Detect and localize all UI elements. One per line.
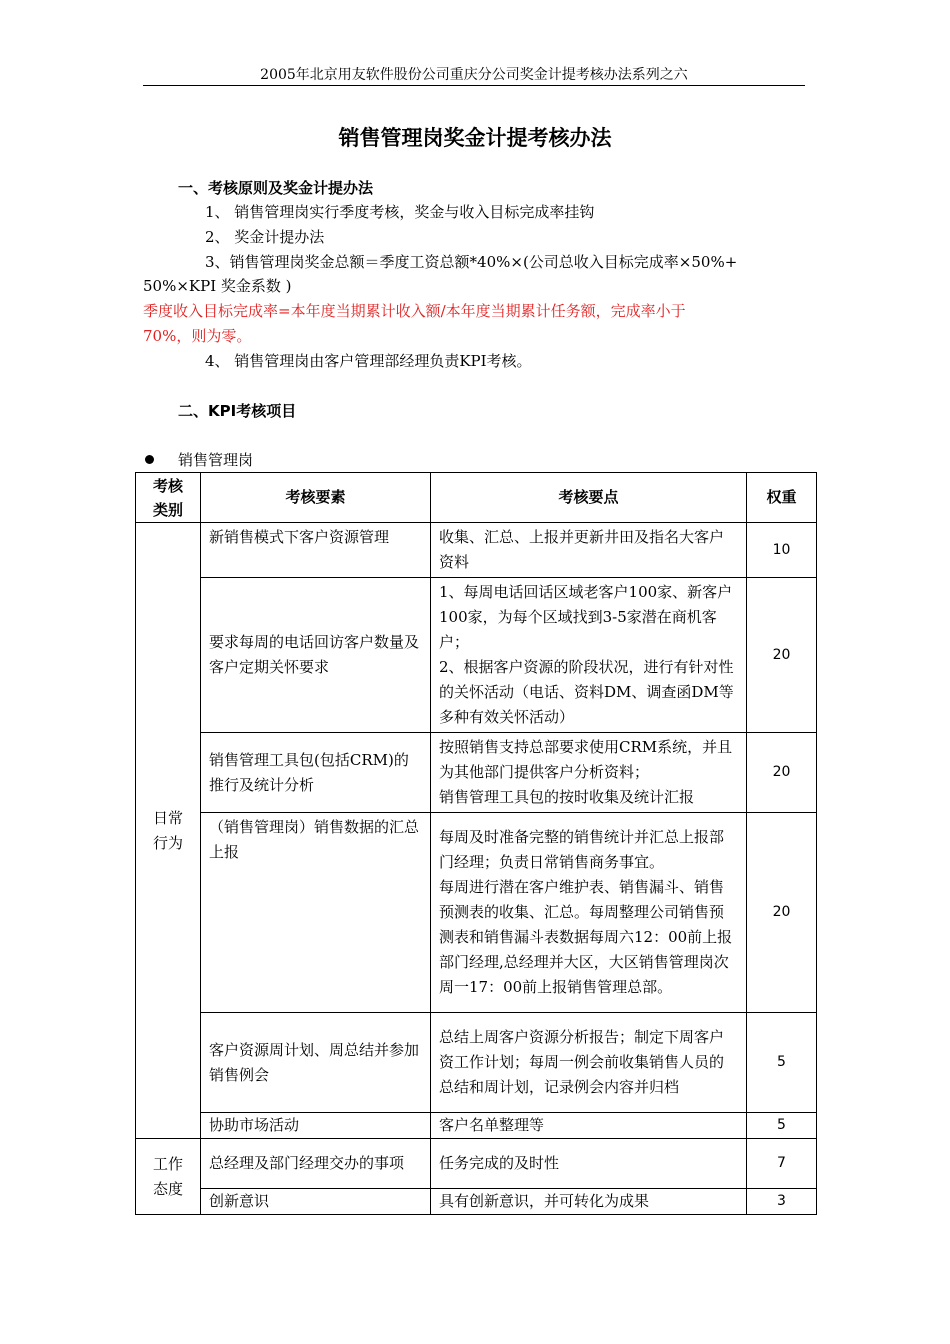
weight-cell: 20 [747,578,817,733]
category-cell: 日常行为 [136,523,201,1139]
section1-item2: 2、 奖金计提办法 [205,228,325,246]
element-cell: 创新意识 [201,1189,431,1215]
table-row [136,523,817,578]
weight-cell: 20 [747,733,817,813]
header-rule [143,85,805,86]
header-weight: 权重 [747,473,817,523]
page-header: 2005年北京用友软件股份公司重庆分公司奖金计提考核办法系列之六 [260,67,688,83]
weight-cell: 7 [747,1139,817,1189]
header-point: 考核要点 [431,473,747,523]
point-cell: 具有创新意识，并可转化为成果 [431,1189,747,1215]
point-cell [431,578,747,733]
document-title: 销售管理岗奖金计提考核办法 [338,126,612,150]
element-cell: 客户资源周计划、周总结并参加销售例会 [201,1013,431,1113]
point-line: 1、每周电话回话区域老客户100家、新客户100家，为每个区域找到3-5家潜在商机客户； [439,583,733,651]
point-cell: 收集、汇总、上报并更新井田及指名大客户资料 [431,523,747,578]
table-row [136,1189,817,1215]
section1-heading: 一、考核原则及奖金计提办法 [178,179,374,197]
table-row [136,733,817,813]
section1-item4: 4、 销售管理岗由客户管理部经理负责KPI考核。 [205,352,532,370]
point-cell: 任务完成的及时性 [431,1139,747,1189]
weight-cell: 3 [747,1189,817,1215]
weight-cell: 20 [747,813,817,1013]
element-cell: （销售管理岗）销售数据的汇总上报 [201,813,431,1013]
point-line: 2、根据客户资源的阶段状况，进行有针对性的关怀活动（电话、资料DM、调查函DM等多种有效关怀活动） [439,658,734,726]
element-cell: 新销售模式下客户资源管理 [201,523,431,578]
section1-item3-line1: 3、销售管理岗奖金总额＝季度工资总额*40%×(公司总收入目标完成率×50%+ [205,253,738,271]
header-element: 考核要素 [201,473,431,523]
point-line: 按照销售支持总部要求使用CRM系统，并且为其他部门提供客户分析资料； [439,738,733,781]
section1-item1: 1、 销售管理岗实行季度考核，奖金与收入目标完成率挂钩 [205,203,595,221]
completion-rate-note-line2: 70%，则为零。 [143,327,252,345]
point-cell [431,813,747,1013]
element-cell: 要求每周的电话回访客户数量及客户定期关怀要求 [201,578,431,733]
element-cell: 销售管理工具包(包括CRM)的推行及统计分析 [201,733,431,813]
point-cell: 总结上周客户资源分析报告；制定下周客户资工作计划；每周一例会前收集销售人员的总结和周计划，记录例会内容并归档 [431,1013,747,1113]
table-header-row [136,473,817,523]
point-line: 销售管理工具包的按时收集及统计汇报 [439,788,695,806]
table-row [136,1013,817,1113]
weight-cell: 5 [747,1013,817,1113]
kpi-table [135,472,817,1215]
bullet-icon [145,455,154,464]
section1-item3-line2: 50%×KPI 奖金系数 ) [143,277,292,295]
weight-cell: 5 [747,1113,817,1139]
table-row [136,813,817,1013]
completion-rate-note-line1: 季度收入目标完成率=本年度当期累计收入额/本年度当期累计任务额，完成率小于 [143,302,686,320]
section2-heading: 二、KPI考核项目 [178,402,297,420]
table-row [136,1113,817,1139]
table-row [136,578,817,733]
weight-cell: 10 [747,523,817,578]
header-category: 考核类别 [136,473,201,523]
bullet-text: 销售管理岗 [178,451,254,469]
point-line: 每周及时准备完整的销售统计并汇总上报部门经理；负责日常销售商务事宜。 [439,828,725,871]
element-cell: 协助市场活动 [201,1113,431,1139]
category-cell: 工作态度 [136,1139,201,1215]
element-cell: 总经理及部门经理交办的事项 [201,1139,431,1189]
point-cell [431,733,747,813]
point-line: 每周进行潜在客户维护表、销售漏斗、销售预测表的收集、汇总。每周整理公司销售预测表和销售漏斗表数据每周六12：00前上报部门经理,总经理并大区，大区销售管理岗次周一17：00前上报销售管理总部。 [439,878,733,996]
point-cell: 客户名单整理等 [431,1113,747,1139]
table-row [136,1139,817,1189]
